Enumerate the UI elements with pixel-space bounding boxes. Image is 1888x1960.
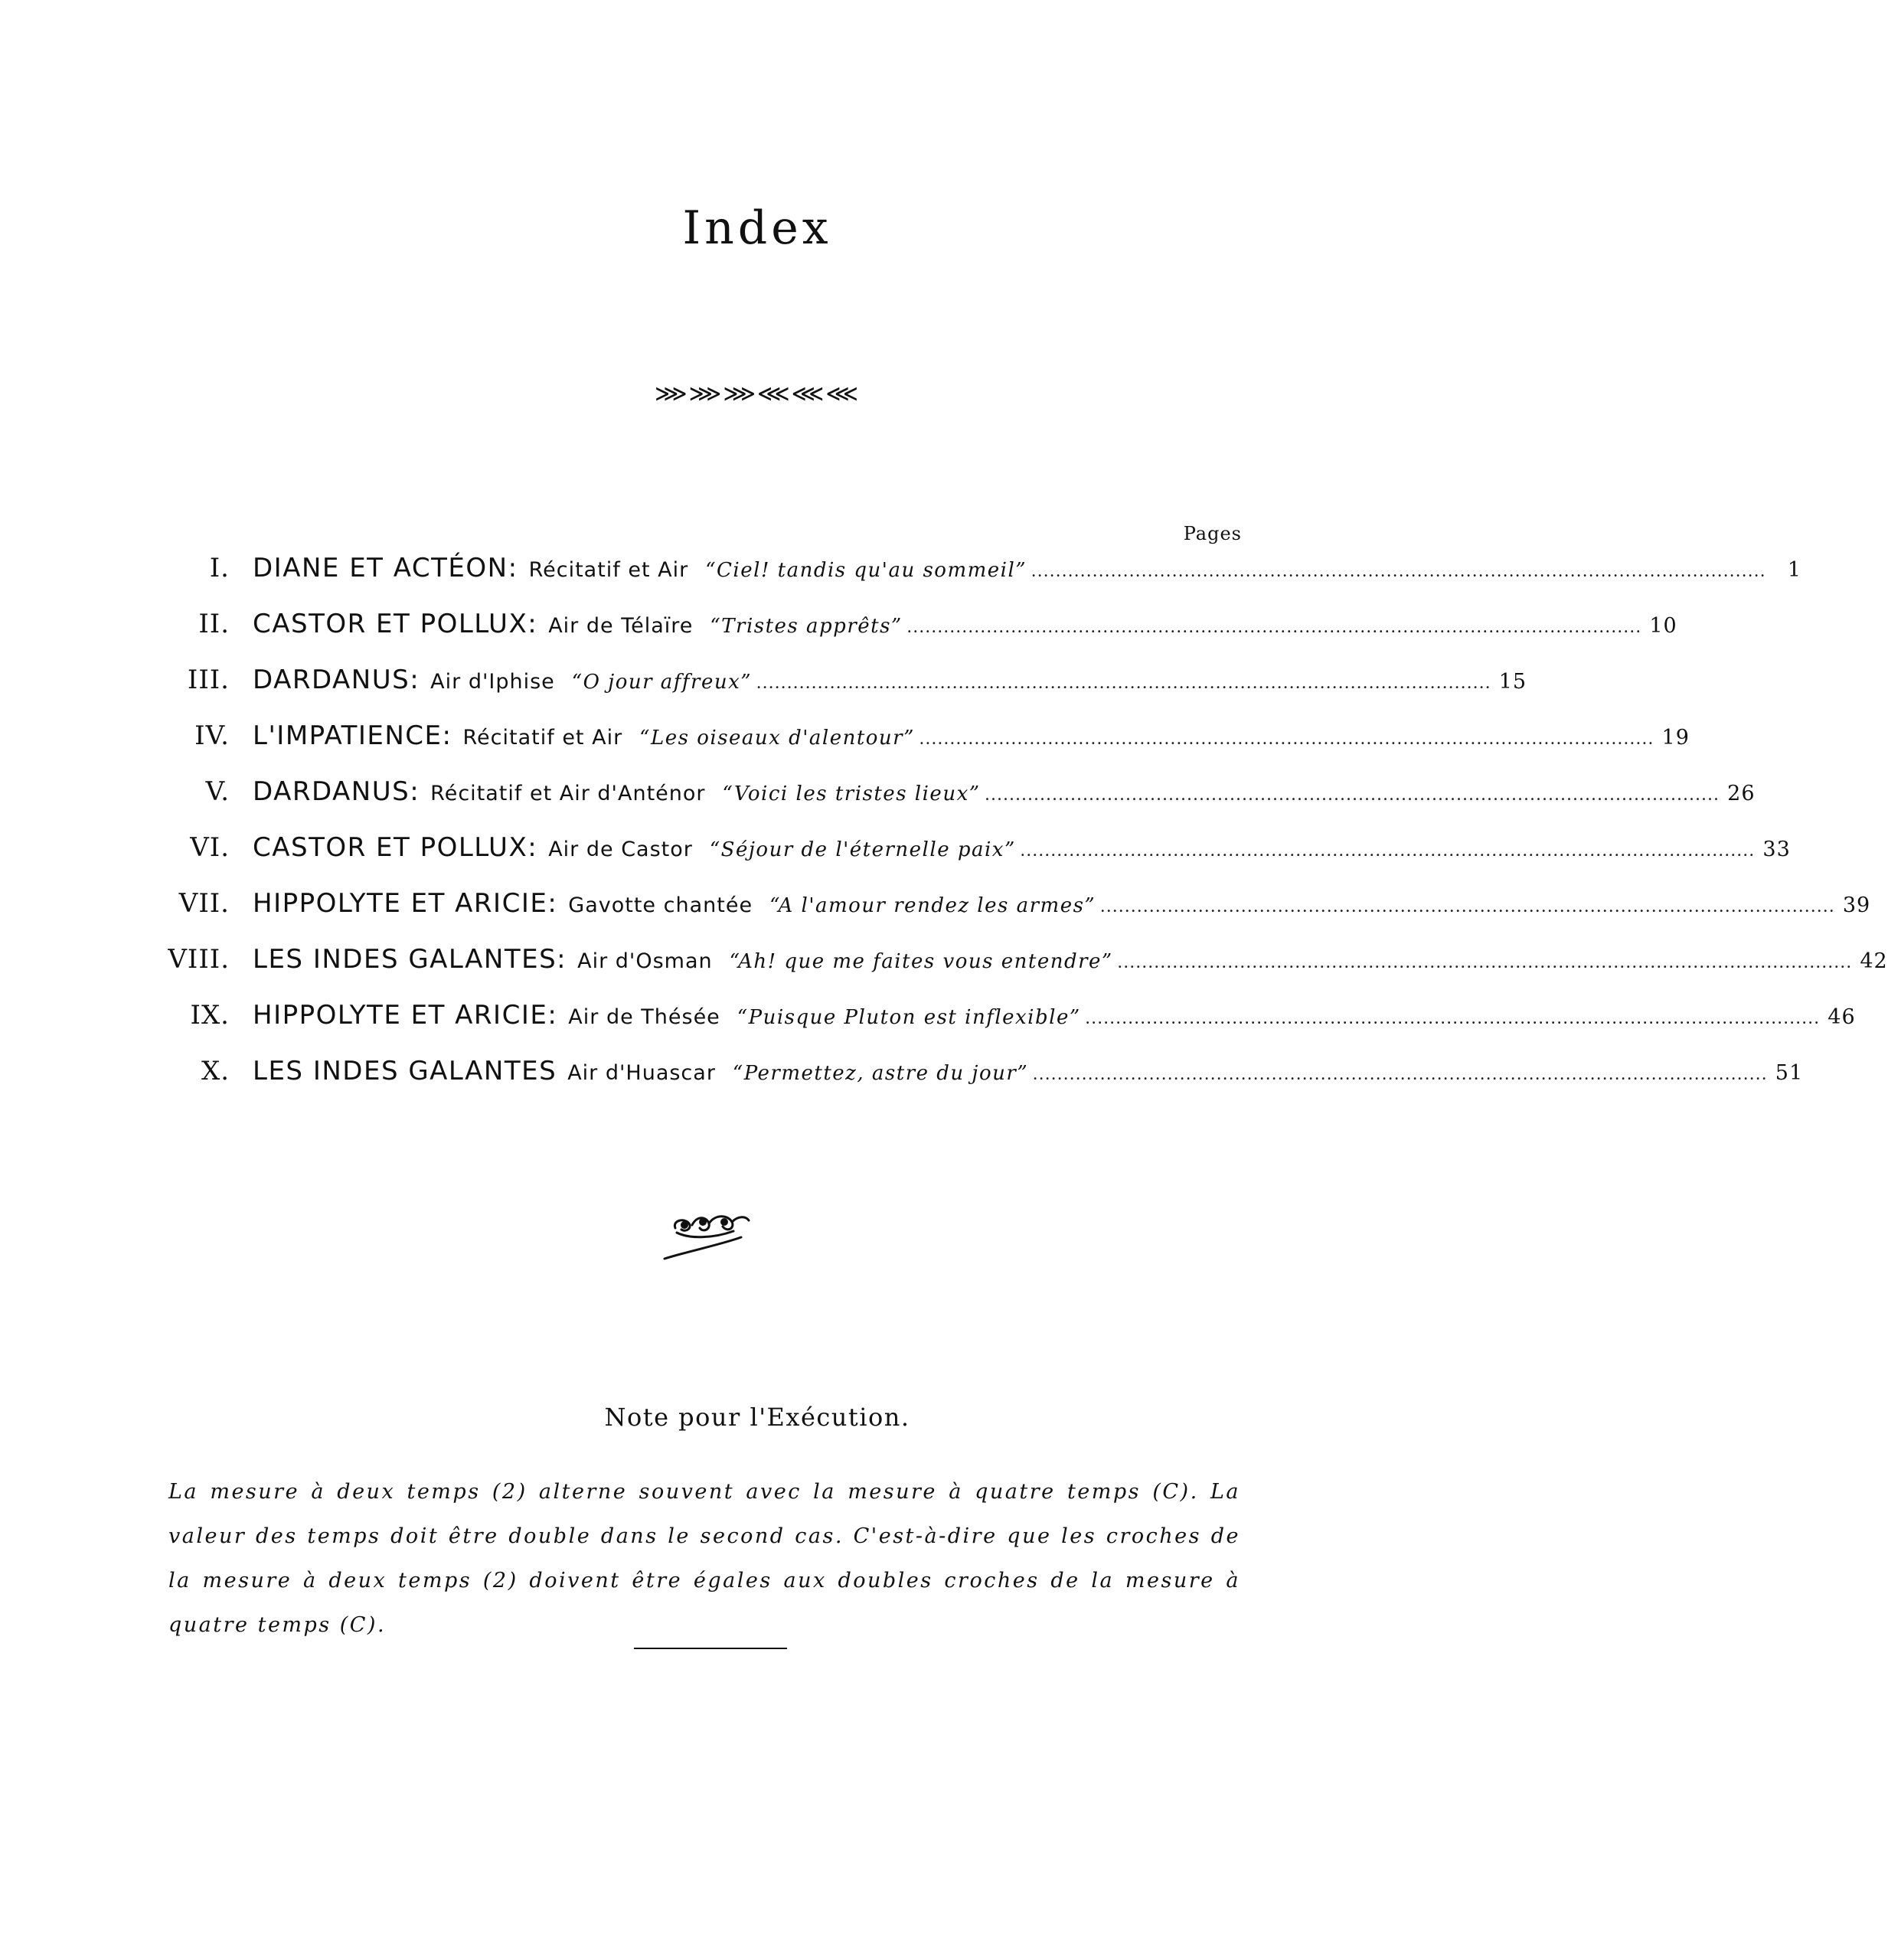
entry-work-title: L'IMPATIENCE: xyxy=(253,720,452,751)
entry-piece-type: Récitatif et Air xyxy=(528,558,689,582)
entry-work-title: HIPPOLYTE ET ARICIE: xyxy=(253,1000,558,1031)
dot-leader: ........................................................................................................................ xyxy=(1085,1008,1821,1028)
entry-page-number: 39 xyxy=(1842,893,1871,917)
entry-work-title: DARDANUS: xyxy=(253,776,420,807)
entry-number: VI. xyxy=(190,832,230,863)
toc-entry xyxy=(153,888,1871,944)
entry-page-number: 51 xyxy=(1775,1061,1804,1085)
entry-piece-type: Gavotte chantée xyxy=(568,893,753,917)
entry-piece-type: Air de Télaïre xyxy=(548,614,694,638)
entry-page-number: 1 xyxy=(1787,558,1802,582)
toc-entry xyxy=(153,665,1527,720)
entry-piece-type: Récitatif et Air d'Anténor xyxy=(430,782,706,805)
note-body: La mesure à deux temps (2) alterne souvent avec la mesure à quatre temps (C). La valeur des temps doit être double dans le second cas. C'est-à-dire que les croches de la mesure à deux temps (2) doivent être égales aux doubles croches de la mesure à quatre temps (C). xyxy=(168,1480,1240,1637)
entry-incipit: “Ah! que me faites vous entendre” xyxy=(729,950,1113,973)
toc-entry xyxy=(153,553,1802,609)
entry-incipit: “Permettez, astre du jour” xyxy=(732,1062,1029,1085)
entry-incipit: “Tristes apprêts” xyxy=(710,615,903,638)
entry-incipit: “Les oiseaux d'alentour” xyxy=(639,727,915,750)
entry-incipit: “A l'amour rendez les armes” xyxy=(769,894,1096,917)
dot-leader: ........................................................................................................................ xyxy=(1031,561,1767,581)
decorative-ornament: ⋙⋙⋙⋘⋘⋘ xyxy=(654,381,861,407)
entry-work-title: LES INDES GALANTES: xyxy=(253,944,567,975)
toc-entry xyxy=(153,832,1791,888)
entry-piece-type: Air de Thésée xyxy=(568,1005,720,1029)
entry-work-title: CASTOR ET POLLUX: xyxy=(253,832,538,863)
entry-work-title: HIPPOLYTE ET ARICIE: xyxy=(253,888,558,919)
entry-incipit: “O jour affreux” xyxy=(571,671,753,694)
entry-work-title: DARDANUS: xyxy=(253,665,420,695)
entry-number: II. xyxy=(198,609,230,639)
entry-piece-type: Air d'Huascar xyxy=(567,1061,716,1085)
entry-piece-type: Air d'Iphise xyxy=(430,670,555,694)
entry-page-number: 10 xyxy=(1649,614,1677,638)
toc-entry xyxy=(153,720,1690,776)
entry-incipit: “Voici les tristes lieux” xyxy=(722,782,981,805)
toc-entry xyxy=(153,944,1888,1000)
dot-leader: ........................................................................................................................ xyxy=(1117,952,1853,972)
dot-leader: ........................................................................................................................ xyxy=(919,729,1654,749)
entry-number: VII. xyxy=(178,888,230,919)
dot-leader: ........................................................................................................................ xyxy=(756,673,1492,693)
dot-leader: ........................................................................................................................ xyxy=(1100,897,1836,916)
entry-number: III. xyxy=(187,665,230,695)
toc-entry xyxy=(153,609,1677,665)
entry-number: X. xyxy=(201,1056,230,1086)
entry-incipit: “Séjour de l'éternelle paix” xyxy=(709,838,1016,861)
entry-work-title: LES INDES GALANTES xyxy=(253,1056,557,1086)
entry-piece-type: Air de Castor xyxy=(548,838,693,861)
entry-number: IV. xyxy=(194,720,230,751)
dot-leader: ........................................................................................................................ xyxy=(985,785,1720,805)
entry-page-number: 46 xyxy=(1828,1005,1856,1029)
dot-leader: ........................................................................................................................ xyxy=(906,617,1642,637)
entry-piece-type: Air d'Osman xyxy=(577,949,713,973)
entry-piece-type: Récitatif et Air xyxy=(462,726,623,750)
dot-leader: ........................................................................................................................ xyxy=(1020,841,1756,861)
toc-entry xyxy=(153,1000,1856,1056)
entry-page-number: 33 xyxy=(1762,838,1791,861)
entry-incipit: “Puisque Pluton est inflexible” xyxy=(737,1006,1081,1029)
entry-page-number: 15 xyxy=(1498,670,1527,694)
pages-column-header: Pages xyxy=(1183,523,1242,544)
entry-work-title: CASTOR ET POLLUX: xyxy=(253,609,538,639)
entry-number: IX. xyxy=(190,1000,230,1031)
entry-incipit: “Ciel! tandis qu'au sommeil” xyxy=(705,559,1027,582)
entry-page-number: 26 xyxy=(1727,782,1756,805)
dot-leader: ........................................................................................................................ xyxy=(1033,1064,1769,1084)
entry-number: I. xyxy=(209,553,230,583)
divider-rule xyxy=(634,1648,787,1649)
entry-page-number: 42 xyxy=(1860,949,1888,973)
entry-work-title: DIANE ET ACTÉON: xyxy=(253,553,518,583)
toc-entry xyxy=(153,1056,1804,1112)
entry-number: V. xyxy=(205,776,230,807)
note-title: Note pour l'Exécution. xyxy=(604,1403,910,1432)
page-title: Index xyxy=(682,201,832,255)
table-of-contents xyxy=(153,553,1888,1112)
entry-number: VIII. xyxy=(168,944,230,975)
toc-entry xyxy=(153,776,1756,832)
entry-page-number: 19 xyxy=(1661,726,1690,750)
flourish-ornament-icon xyxy=(658,1202,758,1263)
